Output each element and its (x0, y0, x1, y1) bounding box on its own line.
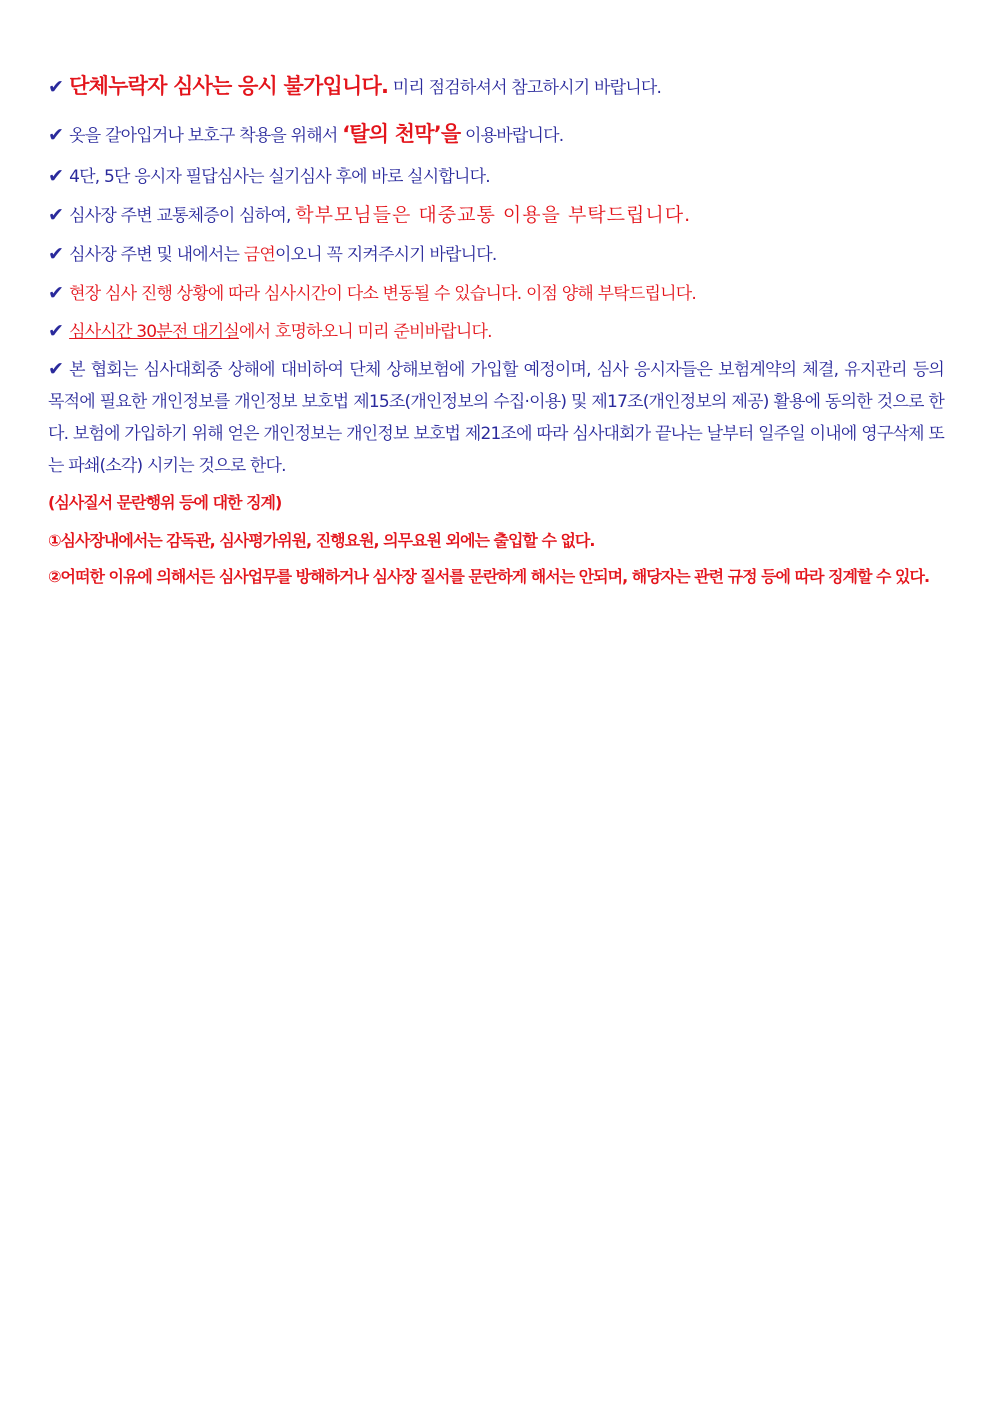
checkmark-icon: ✔ (48, 124, 64, 146)
checkmark-icon: ✔ (48, 76, 64, 98)
notice-emphasis: 심사시간 30분전 대기실 (69, 322, 239, 342)
notice-emphasis: 현장 심사 진행 상황에 따라 심사시간이 다소 변동될 수 있습니다. 이점 양해 부탁드립니다. (69, 284, 696, 304)
notice-emphasis: 단체누락자 심사는 응시 불가입니다. (69, 74, 389, 98)
notice-text: 옷을 갈아입거나 보호구 착용을 위해서 (69, 126, 343, 146)
checkmark-icon: ✔ (48, 282, 64, 304)
notice-text: 이오니 꼭 지켜주시기 바랍니다. (275, 245, 497, 265)
checkmark-icon: ✔ (48, 165, 64, 187)
checkmark-icon: ✔ (48, 320, 64, 342)
discipline-title: (심사질서 문란행위 등에 대한 징계) (48, 493, 282, 512)
notice-emphasis: 금연 (243, 245, 276, 265)
notice-emphasis: 학부모님들은 대중교통 이용을 부탁드립니다. (295, 204, 692, 226)
checkmark-icon: ✔ (48, 204, 64, 226)
notice-text: 심사장 주변 교통체증이 심하여, (69, 206, 296, 226)
discipline-rule-1: ①심사장내에서는 감독관, 심사평가위원, 진행요원, 의무요원 외에는 출입할 수 없다. (48, 531, 595, 550)
notice-item-2 (48, 118, 944, 148)
notice-item-3 (48, 162, 944, 187)
notice-text: 4단, 5단 응시자 필답심사는 실기심사 후에 바로 실시합니다. (69, 167, 490, 187)
notice-text: 미리 점검하셔서 참고하시기 바랍니다. (388, 78, 662, 98)
notice-text: 에서 호명하오니 미리 준비바랍니다. (238, 322, 492, 342)
insurance-text: 본 협회는 심사대회중 상해에 대비하여 단체 상해보험에 가입할 예정이며, 심사 응시자들은 보험계약의 체결, 유지관리 등의 목적에 필요한 개인정보를 개인정보 보호법 제15조(개인정보의 수집·이용) 및 제17조(개인정보의 제공) 활용에 동의한 것으로 한다. 보험에 가입하기 위해 얻은 개인정보는 개인정보 보호법 제21조에 따라 심사대회가 끝나는 날부터 일주일 이내에 영구삭제 또는 파쇄(소각) 시키는 것으로 한다. (48, 360, 944, 476)
checkmark-icon: ✔ (48, 243, 64, 265)
notice-item-1 (48, 70, 944, 100)
notice-text: 이용바랍니다. (460, 126, 564, 146)
notice-text: 심사장 주변 및 내에서는 (69, 245, 244, 265)
notice-item-7 (48, 317, 944, 342)
notice-emphasis: ‘탈의 천막’을 (342, 122, 461, 146)
notice-item-6 (48, 279, 944, 304)
checkmark-icon: ✔ (48, 358, 64, 380)
insurance-notice (48, 353, 944, 482)
discipline-rule-2: ②어떠한 이유에 의해서든 심사업무를 방해하거나 심사장 질서를 문란하게 해서는 안되며, 해당자는 관련 규정 등에 따라 징계할 수 있다. (48, 567, 930, 586)
notice-item-5 (48, 240, 944, 265)
notice-item-4 (48, 200, 944, 227)
